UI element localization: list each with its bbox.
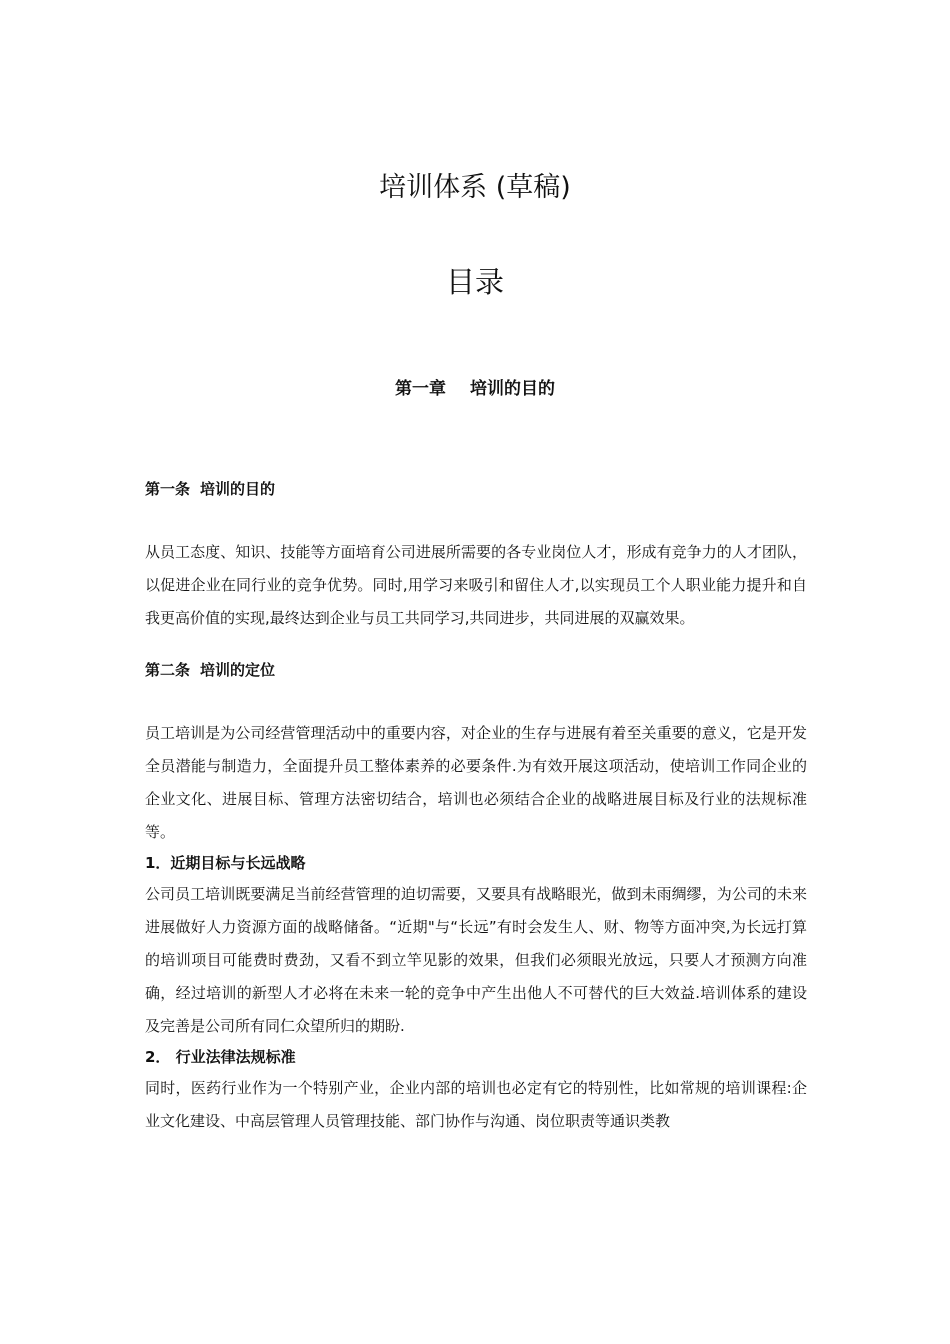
article-number: 第二条 [145,661,191,679]
document-title: 培训体系 (草稿) [379,172,571,203]
article-1-paragraph: 从员工态度、知识、技能等方面培育公司进展所需要的各专业岗位人才，形成有竞争力的人才团队，以促进企业在同行业的竞争优势。同时,用学习来吸引和留住人才,以实现员工个人职业能力提升和自我更高价值的实现,最终达到企业与员工共同学习,共同进步，共同进展的双赢效果。 [145,543,807,627]
chapter-title: 培训的目的 [470,379,555,399]
article-number: 第一条 [145,480,191,498]
toc-title: 目录 [445,265,504,299]
item-heading-2: 2． 行业法律法规标准 [145,1048,296,1066]
document-body [145,476,807,1138]
article-heading-1 [145,476,807,502]
article-title: 培训的目的 [200,480,276,498]
chapter-number: 第一章 [395,379,446,399]
item-heading-1: 1．近期目标与长远战略 [145,854,306,872]
article-2-paragraph: 员工培训是为公司经营管理活动中的重要内容，对企业的生存与进展有着至关重要的意义，它是开发全员潜能与制造力，全面提升员工整体素养的必要条件.为有效开展这项活动，使培训工作同企业的企业文化、进展目标、管理方法密切结合，培训也必须结合企业的战略进展目标及行业的法规标准等。 [145,724,807,841]
chapter-heading [0,376,950,402]
article-heading-2 [145,657,807,683]
item-2-paragraph: 同时，医药行业作为一个特别产业，企业内部的培训也必定有它的特别性，比如常规的培训课程:企业文化建设、中高层管理人员管理技能、部门协作与沟通、岗位职责等通识类教 [145,1079,807,1130]
item-1-paragraph: 公司员工培训既要满足当前经营管理的迫切需要，又要具有战略眼光，做到未雨绸缪，为公司的未来进展做好人力资源方面的战略储备。“近期"与“长远”有时会发生人、财、物等方面冲突,为长远打算的培训项目可能费时费劲，又看不到立竿见影的效果，但我们必须眼光放远，只要人才预测方向准确，经过培训的新型人才必将在未来一轮的竞争中产生出他人不可替代的巨大效益.培训体系的建设及完善是公司所有同仁众望所归的期盼. [145,885,807,1035]
article-title: 培训的定位 [200,661,276,679]
